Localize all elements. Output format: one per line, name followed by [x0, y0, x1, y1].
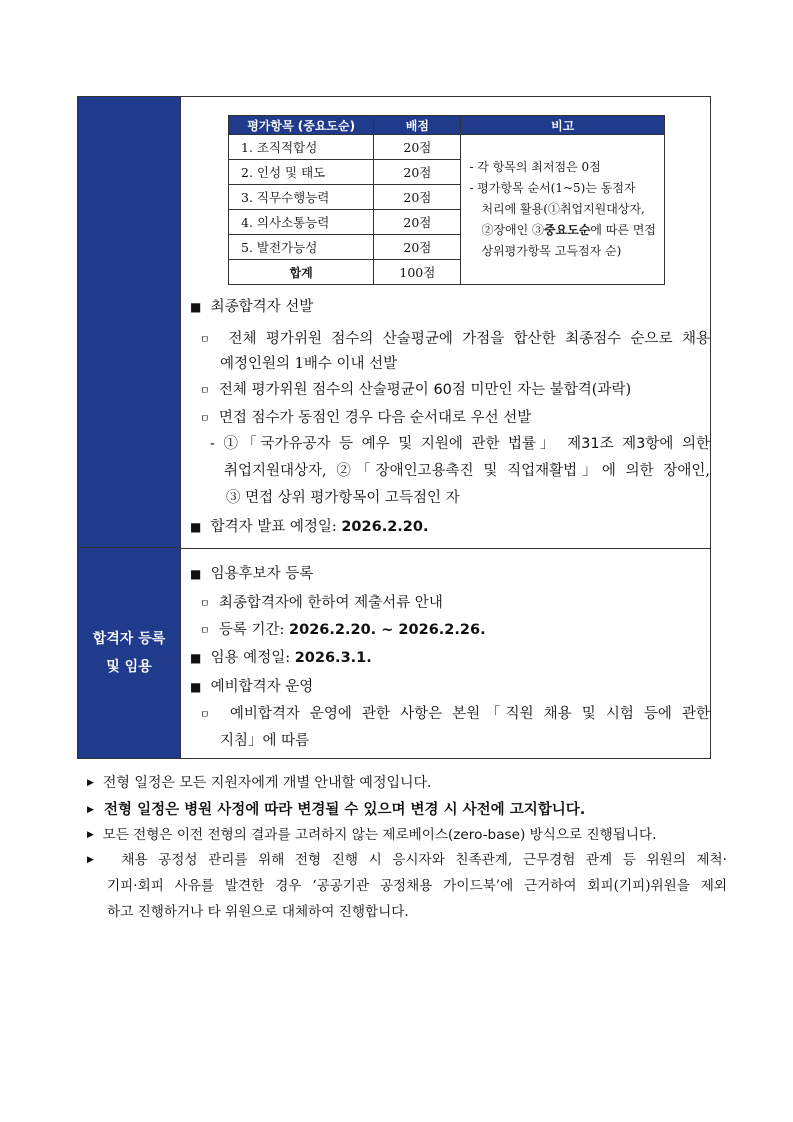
- note-item: [87, 823, 656, 843]
- points-cell: 20점: [374, 135, 461, 160]
- note-text: ②장애인 ③: [481, 223, 545, 237]
- square-bullet-icon: ■: [190, 567, 202, 581]
- note-text: 전형 일정은 병원 사정에 따라 변경될 수 있으며 변경 시 사전에 고지합니다.: [104, 802, 586, 818]
- criteria-item: [200, 378, 631, 399]
- criteria-item: [200, 406, 531, 427]
- tiebreak-continued: ③ 면접 상위 평가항목이 고득점인 자: [226, 490, 460, 506]
- note-text: 에 따른 면접: [590, 223, 656, 237]
- triangle-bullet-icon: ▶: [87, 778, 94, 788]
- heading-text: 임용후보자 등록: [210, 566, 314, 582]
- points-cell: 20점: [374, 210, 461, 235]
- note-line: 처리에 활용(①취업지원대상자,: [481, 202, 645, 216]
- points-cell: 20점: [374, 235, 461, 260]
- square-bullet-icon: ■: [190, 680, 202, 694]
- note-item-bold: [87, 798, 585, 819]
- tiebreak-line: [210, 432, 710, 453]
- tiebreak-item: [210, 432, 710, 453]
- note-emphasis: 중요도순: [544, 223, 591, 237]
- tiebreak-line: 취업지원대상자, ②「장애인고용촉진 및 직업재활법」에 의한 장애인,: [224, 463, 710, 479]
- period-label: 등록 기간:: [218, 622, 290, 638]
- criteria-text: 면접 점수가 동점인 경우 다음 순서대로 우선 선발: [218, 410, 532, 426]
- note-text: ) 방식으로 진행됩니다.: [519, 827, 657, 843]
- side-header-registration: [78, 548, 180, 758]
- note-term: zero-base: [453, 827, 520, 843]
- side-label-line2: 및 임용: [106, 659, 152, 675]
- registration-item: [200, 591, 443, 612]
- header-note: 비고: [461, 116, 665, 135]
- hollow-square-icon: ㅁ: [200, 626, 210, 637]
- score-table-header: [229, 116, 665, 135]
- registration-text: 최종합격자에 한하여 제출서류 안내: [218, 595, 443, 611]
- note-line: [87, 848, 727, 868]
- score-table: [228, 115, 665, 285]
- note-item: [87, 772, 432, 792]
- hollow-square-icon: ㅁ: [200, 335, 210, 346]
- points-cell: 20점: [374, 160, 461, 185]
- note-line: 상위평가항목 고득점자 순): [481, 244, 622, 258]
- article-number: 31: [581, 436, 600, 452]
- tiebreak-text: - ①「국가유공자 등 예우 및 지원에 관한 법률」 제: [210, 436, 582, 452]
- table-row: [229, 135, 665, 160]
- note-text: 채용 공정성 관리를 위해 전형 진행 시 응시자와 친족관계, 근무경험 관계 등 위원의 제척·: [121, 852, 727, 868]
- header-item: 평가항목 (중요도순): [229, 116, 374, 135]
- heading-text: 최종합격자 선발: [210, 299, 314, 315]
- item-cell: 3. 직무수행능력: [229, 185, 374, 210]
- announce-date-line: [190, 515, 429, 536]
- registration-period: [200, 618, 486, 639]
- note-item: [87, 848, 727, 868]
- item-cell: 1. 조직적합성: [229, 135, 374, 160]
- triangle-bullet-icon: ▶: [87, 805, 94, 815]
- tiebreak-text: 항에 의한: [645, 436, 711, 452]
- points-cell: 20점: [374, 185, 461, 210]
- hollow-square-icon: ㅁ: [200, 414, 210, 425]
- note-line: - 각 항목의 최저점은 0점: [469, 160, 601, 174]
- reserve-text: 예비합격자 운영에 관한 사항은 본원「직원 채용 및 시험 등에 관한: [229, 706, 710, 722]
- criteria-continued: 예정인원의 1배수 이내 선발: [220, 356, 398, 372]
- heading-text: 예비합격자 운영: [210, 679, 314, 695]
- criteria-text: 전체 평가위원 점수의 산술평균에 가점을 합산한 최종점수 순으로 채용: [228, 331, 710, 347]
- column-divider: [180, 97, 181, 758]
- triangle-bullet-icon: ▶: [87, 855, 101, 865]
- reserve-continued: 지침」에 따름: [220, 733, 310, 749]
- triangle-bullet-icon: ▶: [87, 830, 94, 840]
- note-line: [469, 220, 656, 241]
- cutoff-number: 60: [433, 382, 452, 398]
- item-cell: 2. 인성 및 태도: [229, 160, 374, 185]
- clause-number: 3: [636, 436, 646, 452]
- square-bullet-icon: ■: [190, 651, 202, 665]
- criteria-text: 전체 평가위원 점수의 산술평균이: [218, 382, 434, 398]
- note-line: - 평가항목 순서(1~5)는 동점자: [469, 181, 636, 195]
- appointment-date-line: [190, 646, 372, 667]
- item-cell: 5. 발전가능성: [229, 235, 374, 260]
- square-bullet-icon: ■: [190, 300, 202, 314]
- criteria-line: [200, 327, 710, 348]
- info-table: [77, 96, 711, 759]
- tiebreak-text: 조 제: [599, 436, 637, 452]
- period-dates: 2026.2.20. ~ 2026.2.26.: [289, 622, 486, 638]
- reserve-line: [200, 702, 710, 723]
- reserve-item: [200, 702, 710, 723]
- note-cell: [461, 135, 665, 285]
- note-line: 기피·회피 사유를 발견한 경우 ‘공공기관 공정채용 가이드북’에 근거하여 회피(기피)위원을 제외: [107, 878, 727, 894]
- hollow-square-icon: ㅁ: [200, 386, 210, 397]
- total-label: 합계: [229, 260, 374, 285]
- criteria-item: [200, 327, 710, 348]
- registration-heading: [190, 562, 313, 583]
- side-label-line1: 합격자 등록: [92, 631, 166, 647]
- announce-label: 합격자 발표 예정일:: [210, 519, 342, 535]
- header-points: 배점: [374, 116, 461, 135]
- criteria-text: 점 미만인 자는 불합격(과락): [451, 382, 632, 398]
- side-header-blank: [78, 97, 180, 548]
- note-continued: 하고 진행하거나 타 위원으로 대체하여 진행합니다.: [107, 904, 409, 920]
- hollow-square-icon: ㅁ: [200, 599, 210, 610]
- side-header-label: [93, 625, 166, 681]
- announce-date: 2026.2.20.: [341, 519, 429, 535]
- total-points: 100점: [374, 260, 461, 285]
- note-continued: [107, 874, 727, 894]
- appointment-date: 2026.3.1.: [294, 650, 372, 666]
- square-bullet-icon: ■: [190, 520, 202, 534]
- final-selection-heading: [190, 295, 313, 316]
- appointment-label: 임용 예정일:: [210, 650, 295, 666]
- row-divider: [180, 548, 710, 549]
- note-text: 모든 전형은 이전 전형의 결과를 고려하지 않는 제로베이스(: [102, 827, 454, 843]
- tiebreak-continued: [224, 459, 710, 480]
- hollow-square-icon: ㅁ: [200, 710, 210, 721]
- reserve-heading: [190, 675, 313, 696]
- note-text: 전형 일정은 모든 지원자에게 개별 안내할 예정입니다.: [102, 775, 432, 791]
- item-cell: 4. 의사소통능력: [229, 210, 374, 235]
